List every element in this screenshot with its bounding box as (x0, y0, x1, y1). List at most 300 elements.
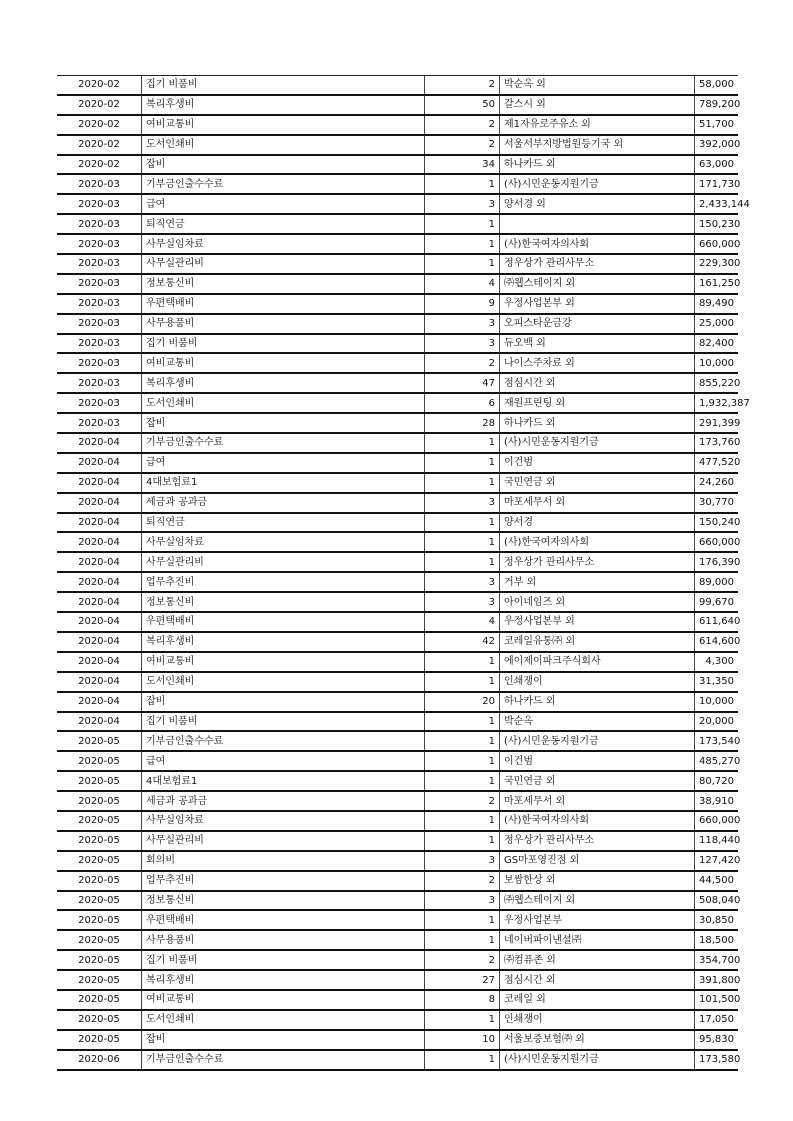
month-cell: 2020-04 (57, 453, 142, 473)
table-row (57, 194, 738, 214)
count-cell: 4 (425, 274, 500, 294)
count-cell: 2 (425, 135, 500, 155)
amount-cell: 118,440 (695, 831, 739, 851)
amount-cell: 477,520 (695, 453, 739, 473)
vendor-cell: 서울보증보험㈜ 외 (500, 1030, 695, 1050)
month-cell: 2020-05 (57, 950, 142, 970)
count-cell: 1 (425, 513, 500, 533)
vendor-cell: 재원프린팅 외 (500, 393, 695, 413)
count-cell: 4 (425, 612, 500, 632)
vendor-cell: 우정사업본부 외 (500, 612, 695, 632)
category-cell: 정보통신비 (142, 592, 425, 612)
table-row (57, 493, 738, 513)
month-cell: 2020-03 (57, 314, 142, 334)
month-cell: 2020-04 (57, 433, 142, 453)
month-cell: 2020-04 (57, 652, 142, 672)
vendor-cell: 점심시간 외 (500, 970, 695, 990)
vendor-cell: (사)한국여자의사회 (500, 234, 695, 254)
month-cell: 2020-03 (57, 274, 142, 294)
amount-cell: 611,640 (695, 612, 739, 632)
amount-cell: 99,670 (695, 592, 739, 612)
month-cell: 2020-02 (57, 115, 142, 135)
month-cell: 2020-06 (57, 1050, 142, 1070)
expense-table-body (57, 76, 750, 1070)
vendor-cell: 하나카드 외 (500, 413, 695, 433)
table-row (57, 314, 738, 334)
category-cell: 4대보험료1 (142, 771, 425, 791)
amount-cell: 291,399 (695, 413, 739, 433)
table-row (57, 532, 738, 552)
month-cell: 2020-02 (57, 95, 142, 115)
vendor-cell: 정우상가 관리사무소 (500, 254, 695, 274)
vendor-cell: 서울서부지방법원등기국 외 (500, 135, 695, 155)
vendor-cell: GS마포영진점 외 (500, 851, 695, 871)
month-cell: 2020-05 (57, 791, 142, 811)
table-row (57, 513, 738, 533)
month-cell: 2020-05 (57, 751, 142, 771)
vendor-cell: 네이버파이낸셜㈜ (500, 930, 695, 950)
vendor-cell: 거부 외 (500, 572, 695, 592)
expense-table (57, 75, 750, 1071)
category-cell: 사무용품비 (142, 314, 425, 334)
amount-cell: 173,580 (695, 1050, 739, 1070)
amount-cell: 660,000 (695, 532, 739, 552)
table-row (57, 791, 738, 811)
amount-cell: 391,800 (695, 970, 739, 990)
category-cell: 기부금인출수수료 (142, 433, 425, 453)
count-cell: 8 (425, 990, 500, 1010)
table-row (57, 95, 738, 115)
month-cell: 2020-05 (57, 910, 142, 930)
amount-cell: 101,500 (695, 990, 739, 1010)
table-row (57, 572, 738, 592)
category-cell: 사무실임차료 (142, 811, 425, 831)
month-cell: 2020-05 (57, 990, 142, 1010)
vendor-cell: 인쇄쟁이 (500, 1010, 695, 1030)
category-cell: 업무추진비 (142, 572, 425, 592)
vendor-cell: 국민연금 외 (500, 771, 695, 791)
count-cell: 34 (425, 155, 500, 175)
amount-cell: 171,730 (695, 174, 739, 194)
count-cell: 10 (425, 1030, 500, 1050)
category-cell: 우편택배비 (142, 612, 425, 632)
table-row (57, 353, 738, 373)
vendor-cell: 우정사업본부 (500, 910, 695, 930)
table-row (57, 115, 738, 135)
amount-cell: 127,420 (695, 851, 739, 871)
category-cell: 사무실관리비 (142, 552, 425, 572)
category-cell: 정보통신비 (142, 274, 425, 294)
table-row (57, 652, 738, 672)
table-row (57, 990, 738, 1010)
month-cell: 2020-02 (57, 76, 142, 95)
count-cell: 1 (425, 254, 500, 274)
category-cell: 복리후생비 (142, 373, 425, 393)
count-cell: 27 (425, 970, 500, 990)
count-cell: 1 (425, 532, 500, 552)
count-cell: 1 (425, 214, 500, 234)
category-cell: 집기 비품비 (142, 950, 425, 970)
vendor-cell: 마포세무서 외 (500, 791, 695, 811)
count-cell: 1 (425, 652, 500, 672)
table-row (57, 811, 738, 831)
table-row (57, 751, 738, 771)
count-cell: 1 (425, 552, 500, 572)
count-cell: 9 (425, 294, 500, 314)
amount-cell: 30,850 (695, 910, 739, 930)
amount-cell: 63,000 (695, 155, 739, 175)
category-cell: 기부금인출수수료 (142, 174, 425, 194)
amount-cell: 855,220 (695, 373, 739, 393)
vendor-cell: 박순옥 외 (500, 76, 695, 95)
vendor-cell: 아이네임즈 외 (500, 592, 695, 612)
count-cell: 50 (425, 95, 500, 115)
table-row (57, 234, 738, 254)
vendor-cell: 우정사업본부 외 (500, 294, 695, 314)
count-cell: 1 (425, 771, 500, 791)
count-cell: 2 (425, 115, 500, 135)
table-row (57, 851, 738, 871)
vendor-cell: 이건범 (500, 453, 695, 473)
category-cell: 급여 (142, 453, 425, 473)
vendor-cell: 오피스타운금강 (500, 314, 695, 334)
count-cell: 3 (425, 314, 500, 334)
vendor-cell: 갈스시 외 (500, 95, 695, 115)
table-row (57, 174, 738, 194)
count-cell: 1 (425, 433, 500, 453)
table-row (57, 831, 738, 851)
count-cell: 1 (425, 174, 500, 194)
vendor-cell: 나이스주차료 외 (500, 353, 695, 373)
count-cell: 1 (425, 831, 500, 851)
table-row (57, 891, 738, 911)
table-row (57, 712, 738, 732)
count-cell: 42 (425, 632, 500, 652)
vendor-cell: 이건범 (500, 751, 695, 771)
amount-cell: 31,350 (695, 672, 739, 692)
category-cell: 도서인쇄비 (142, 393, 425, 413)
vendor-cell (500, 214, 695, 234)
count-cell: 3 (425, 493, 500, 513)
count-cell: 1 (425, 234, 500, 254)
amount-cell: 38,910 (695, 791, 739, 811)
month-cell: 2020-04 (57, 493, 142, 513)
count-cell: 1 (425, 672, 500, 692)
count-cell: 1 (425, 712, 500, 732)
amount-cell: 1,932,387 (695, 393, 739, 413)
month-cell: 2020-03 (57, 214, 142, 234)
amount-cell: 150,230 (695, 214, 739, 234)
count-cell: 1 (425, 1010, 500, 1030)
amount-cell: 89,490 (695, 294, 739, 314)
month-cell: 2020-04 (57, 473, 142, 493)
amount-cell: 2,433,144 (695, 194, 739, 214)
vendor-cell: 제1자유로주유소 외 (500, 115, 695, 135)
category-cell: 회의비 (142, 851, 425, 871)
category-cell: 세금과 공과금 (142, 791, 425, 811)
month-cell: 2020-03 (57, 194, 142, 214)
month-cell: 2020-05 (57, 871, 142, 891)
category-cell: 세금과 공과금 (142, 493, 425, 513)
category-cell: 퇴직연금 (142, 513, 425, 533)
month-cell: 2020-05 (57, 851, 142, 871)
month-cell: 2020-03 (57, 334, 142, 354)
vendor-cell: 코레일 외 (500, 990, 695, 1010)
count-cell: 1 (425, 910, 500, 930)
month-cell: 2020-04 (57, 532, 142, 552)
category-cell: 4대보험료1 (142, 473, 425, 493)
month-cell: 2020-04 (57, 692, 142, 712)
category-cell: 복리후생비 (142, 95, 425, 115)
category-cell: 사무실관리비 (142, 254, 425, 274)
count-cell: 2 (425, 791, 500, 811)
category-cell: 집기 비품비 (142, 76, 425, 95)
category-cell: 여비교통비 (142, 990, 425, 1010)
category-cell: 복리후생비 (142, 632, 425, 652)
month-cell: 2020-04 (57, 592, 142, 612)
amount-cell: 150,240 (695, 513, 739, 533)
month-cell: 2020-02 (57, 155, 142, 175)
vendor-cell: (사)한국여자의사회 (500, 811, 695, 831)
count-cell: 1 (425, 811, 500, 831)
table-row (57, 413, 738, 433)
vendor-cell: 에이제이파크주식회사 (500, 652, 695, 672)
amount-cell: 660,000 (695, 811, 739, 831)
category-cell: 여비교통비 (142, 115, 425, 135)
amount-cell: 176,390 (695, 552, 739, 572)
amount-cell: 392,000 (695, 135, 739, 155)
count-cell: 2 (425, 950, 500, 970)
month-cell: 2020-03 (57, 373, 142, 393)
table-row (57, 155, 738, 175)
amount-cell: 354,700 (695, 950, 739, 970)
count-cell: 1 (425, 453, 500, 473)
count-cell: 3 (425, 592, 500, 612)
category-cell: 도서인쇄비 (142, 1010, 425, 1030)
month-cell: 2020-05 (57, 811, 142, 831)
amount-cell: 20,000 (695, 712, 739, 732)
count-cell: 3 (425, 334, 500, 354)
amount-cell: 44,500 (695, 871, 739, 891)
table-row (57, 433, 738, 453)
table-row (57, 1050, 738, 1070)
month-cell: 2020-04 (57, 672, 142, 692)
amount-cell: 82,400 (695, 334, 739, 354)
month-cell: 2020-05 (57, 930, 142, 950)
vendor-cell: 듀오백 외 (500, 334, 695, 354)
count-cell: 1 (425, 731, 500, 751)
amount-cell: 614,600 (695, 632, 739, 652)
month-cell: 2020-04 (57, 572, 142, 592)
vendor-cell: 보쌈한상 외 (500, 871, 695, 891)
table-row (57, 453, 738, 473)
category-cell: 사무용품비 (142, 930, 425, 950)
count-cell: 3 (425, 194, 500, 214)
month-cell: 2020-03 (57, 294, 142, 314)
month-cell: 2020-05 (57, 1010, 142, 1030)
count-cell: 2 (425, 76, 500, 95)
table-row (57, 910, 738, 930)
month-cell: 2020-04 (57, 552, 142, 572)
category-cell: 기부금인출수수료 (142, 1050, 425, 1070)
table-row (57, 1010, 738, 1030)
count-cell: 1 (425, 473, 500, 493)
month-cell: 2020-05 (57, 731, 142, 751)
month-cell: 2020-03 (57, 413, 142, 433)
category-cell: 사무실임차료 (142, 532, 425, 552)
table-row (57, 592, 738, 612)
amount-cell: 18,500 (695, 930, 739, 950)
table-row (57, 214, 738, 234)
vendor-cell: (사)시민운동지원기금 (500, 174, 695, 194)
table-row (57, 632, 738, 652)
month-cell: 2020-05 (57, 1030, 142, 1050)
vendor-cell: ㈜컴퓨존 외 (500, 950, 695, 970)
vendor-cell: 코레일유통㈜ 외 (500, 632, 695, 652)
table-row (57, 612, 738, 632)
amount-cell: 89,000 (695, 572, 739, 592)
count-cell: 47 (425, 373, 500, 393)
month-cell: 2020-04 (57, 712, 142, 732)
month-cell: 2020-03 (57, 353, 142, 373)
vendor-cell: 양서경 (500, 513, 695, 533)
category-cell: 정보통신비 (142, 891, 425, 911)
count-cell: 1 (425, 930, 500, 950)
table-row (57, 393, 738, 413)
month-cell: 2020-04 (57, 513, 142, 533)
category-cell: 잡비 (142, 1030, 425, 1050)
amount-cell: 17,050 (695, 1010, 739, 1030)
category-cell: 잡비 (142, 692, 425, 712)
table-row (57, 552, 738, 572)
amount-cell: 508,040 (695, 891, 739, 911)
category-cell: 잡비 (142, 413, 425, 433)
vendor-cell: 인쇄쟁이 (500, 672, 695, 692)
vendor-cell: 정우상가 관리사무소 (500, 552, 695, 572)
amount-cell: 229,300 (695, 254, 739, 274)
amount-cell: 24,260 (695, 473, 739, 493)
table-row (57, 970, 738, 990)
month-cell: 2020-04 (57, 612, 142, 632)
amount-cell: 485,270 (695, 751, 739, 771)
category-cell: 퇴직연금 (142, 214, 425, 234)
vendor-cell: (사)시민운동지원기금 (500, 433, 695, 453)
vendor-cell: 하나카드 외 (500, 692, 695, 712)
amount-cell: 789,200 (695, 95, 739, 115)
table-row (57, 135, 738, 155)
month-cell: 2020-04 (57, 632, 142, 652)
category-cell: 급여 (142, 194, 425, 214)
amount-cell: 95,830 (695, 1030, 739, 1050)
vendor-cell: 정우상가 관리사무소 (500, 831, 695, 851)
amount-cell: 10,000 (695, 692, 739, 712)
amount-cell: 173,760 (695, 433, 739, 453)
vendor-cell: (사)한국여자의사회 (500, 532, 695, 552)
table-row (57, 771, 738, 791)
vendor-cell: 마포세무서 외 (500, 493, 695, 513)
category-cell: 여비교통비 (142, 353, 425, 373)
amount-cell: 58,000 (695, 76, 739, 95)
amount-cell: 30,770 (695, 493, 739, 513)
vendor-cell: 점심시간 외 (500, 373, 695, 393)
table-row (57, 334, 738, 354)
table-row (57, 1030, 738, 1050)
month-cell: 2020-02 (57, 135, 142, 155)
vendor-cell: ㈜웹스테이지 외 (500, 891, 695, 911)
vendor-cell: 하나카드 외 (500, 155, 695, 175)
table-row (57, 274, 738, 294)
category-cell: 도서인쇄비 (142, 135, 425, 155)
table-row (57, 294, 738, 314)
category-cell: 우편택배비 (142, 294, 425, 314)
table-row (57, 672, 738, 692)
category-cell: 도서인쇄비 (142, 672, 425, 692)
count-cell: 28 (425, 413, 500, 433)
month-cell: 2020-05 (57, 891, 142, 911)
table-row (57, 373, 738, 393)
vendor-cell: 국민연금 외 (500, 473, 695, 493)
count-cell: 3 (425, 851, 500, 871)
category-cell: 업무추진비 (142, 871, 425, 891)
count-cell: 1 (425, 751, 500, 771)
amount-cell: 51,700 (695, 115, 739, 135)
table-row (57, 950, 738, 970)
month-cell: 2020-03 (57, 393, 142, 413)
category-cell: 집기 비품비 (142, 712, 425, 732)
vendor-cell: ㈜웹스테이지 외 (500, 274, 695, 294)
category-cell: 집기 비품비 (142, 334, 425, 354)
category-cell: 복리후생비 (142, 970, 425, 990)
count-cell: 3 (425, 891, 500, 911)
category-cell: 기부금인출수수료 (142, 731, 425, 751)
month-cell: 2020-03 (57, 234, 142, 254)
table-row (57, 930, 738, 950)
amount-cell: 25,000 (695, 314, 739, 334)
count-cell: 20 (425, 692, 500, 712)
category-cell: 우편택배비 (142, 910, 425, 930)
table-row (57, 254, 738, 274)
month-cell: 2020-05 (57, 831, 142, 851)
count-cell: 2 (425, 353, 500, 373)
amount-cell: 660,000 (695, 234, 739, 254)
count-cell: 2 (425, 871, 500, 891)
month-cell: 2020-05 (57, 970, 142, 990)
vendor-cell: (사)시민운동지원기금 (500, 731, 695, 751)
vendor-cell: (사)시민운동지원기금 (500, 1050, 695, 1070)
count-cell: 1 (425, 1050, 500, 1070)
table-row (57, 731, 738, 751)
category-cell: 사무실임차료 (142, 234, 425, 254)
category-cell: 급여 (142, 751, 425, 771)
table-row (57, 692, 738, 712)
month-cell: 2020-05 (57, 771, 142, 791)
category-cell: 여비교통비 (142, 652, 425, 672)
month-cell: 2020-03 (57, 174, 142, 194)
count-cell: 6 (425, 393, 500, 413)
category-cell: 잡비 (142, 155, 425, 175)
month-cell: 2020-03 (57, 254, 142, 274)
category-cell: 사무실관리비 (142, 831, 425, 851)
table-row (57, 473, 738, 493)
table-row (57, 76, 738, 95)
vendor-cell: 양서경 외 (500, 194, 695, 214)
amount-cell: 4,300 (695, 652, 739, 672)
amount-cell: 173,540 (695, 731, 739, 751)
table-row (57, 871, 738, 891)
vendor-cell: 박순옥 (500, 712, 695, 732)
count-cell: 3 (425, 572, 500, 592)
amount-cell: 80,720 (695, 771, 739, 791)
